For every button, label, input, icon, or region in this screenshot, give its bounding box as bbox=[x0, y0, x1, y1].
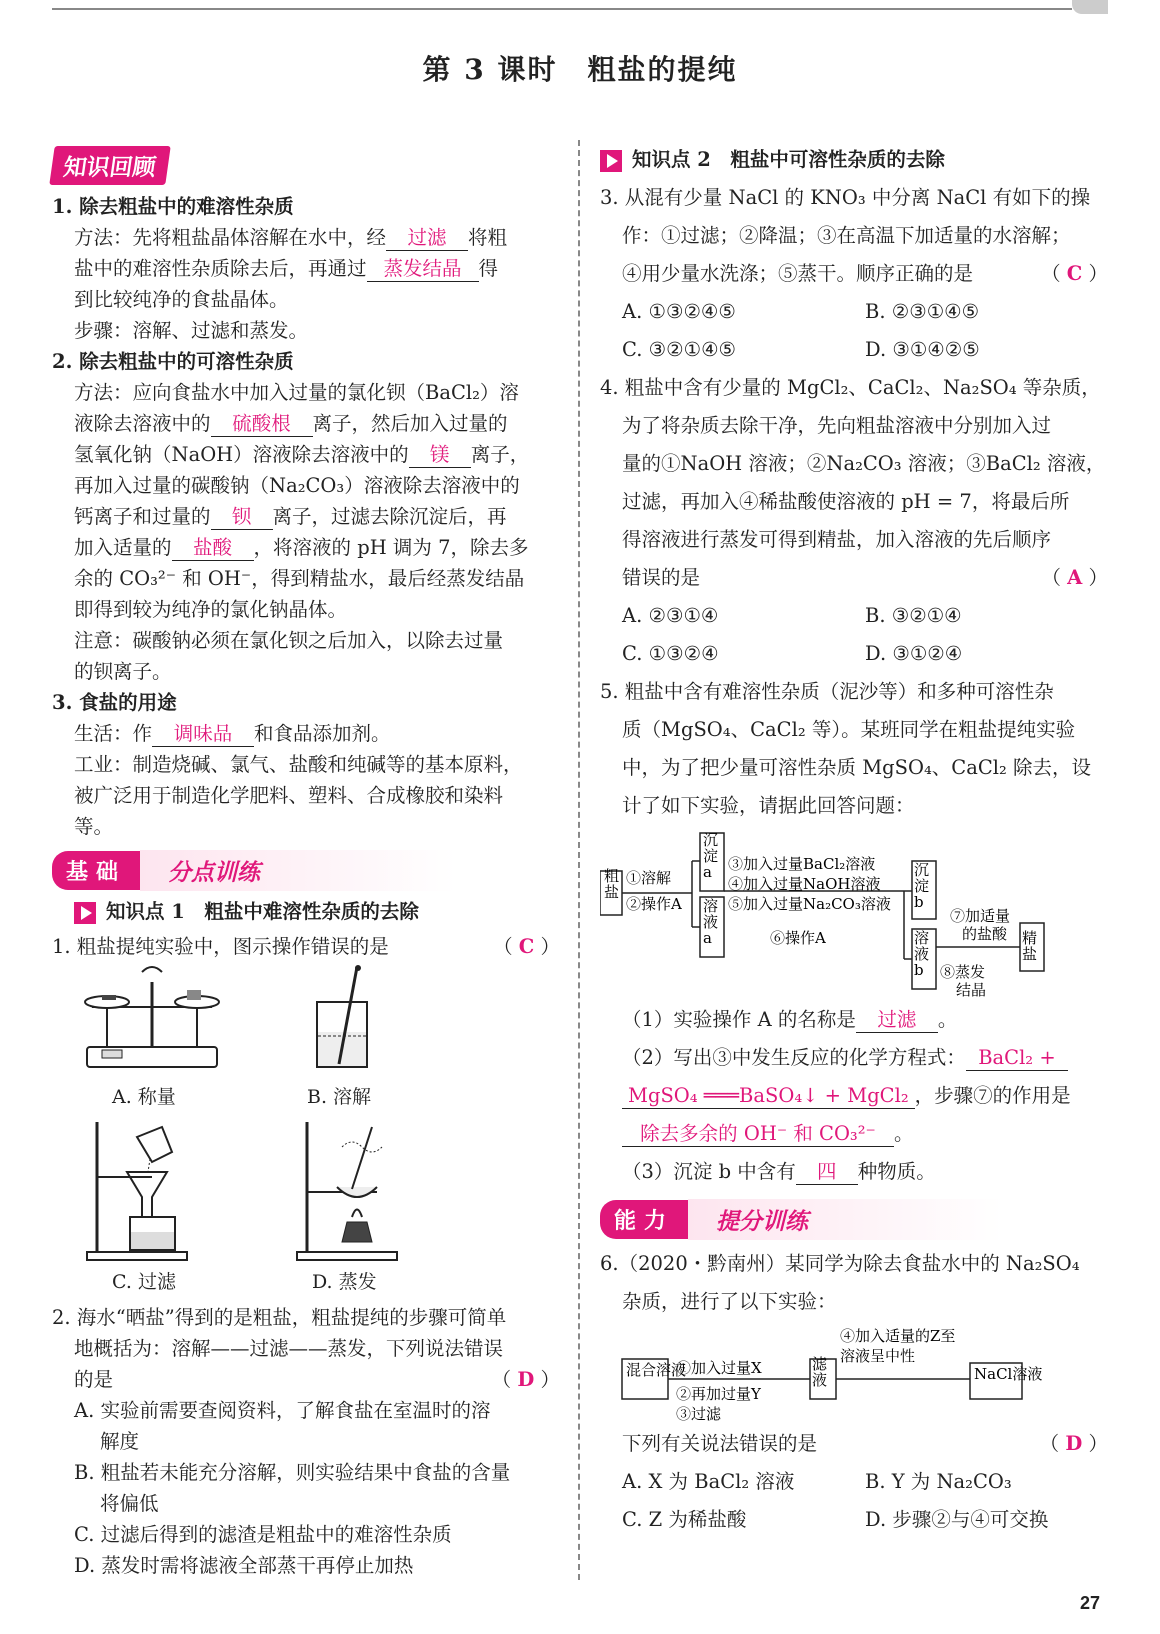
flow-label: ⑤加入过量Na₂CO₃溶液 bbox=[728, 895, 891, 913]
question-5-2: （2）写出③中发生反应的化学方程式： BaCl₂ + bbox=[600, 1039, 1108, 1077]
answer-choice: C bbox=[1066, 262, 1083, 285]
flow-label: 溶液 a bbox=[703, 897, 719, 947]
option-d: D. ③①②④ bbox=[865, 642, 963, 665]
question-5-2: MgSO₄ ═══BaSO₄↓ + MgCl₂ ，步骤⑦的作用是 bbox=[600, 1077, 1108, 1115]
flow-label: ②操作A bbox=[626, 895, 682, 913]
question-3-options bbox=[600, 293, 1108, 369]
question-4-options bbox=[600, 597, 1108, 673]
section-banner-basic bbox=[52, 850, 560, 890]
review-2-line: 余的 CO₃²⁻ 和 OH⁻，得到精盐水，最后经蒸发结晶 bbox=[74, 567, 525, 590]
question-5: 中，为了把少量可溶性杂质 MgSO₄、CaCl₂ 除去，设 bbox=[622, 756, 1092, 779]
banner-label: 基础 bbox=[52, 851, 140, 890]
flow-label: ④加入过量NaOH溶液 bbox=[728, 875, 881, 893]
answer-blank: 过滤 bbox=[856, 1008, 938, 1033]
answer-choice: C bbox=[518, 935, 535, 958]
answer-blank: 蒸发结晶 bbox=[367, 257, 479, 282]
flow-label: 沉淀 b bbox=[914, 861, 930, 911]
section-banner-ability bbox=[600, 1199, 1108, 1239]
beaker-stirring-icon bbox=[307, 962, 387, 1082]
flow-label: ②再加过量Y bbox=[676, 1385, 761, 1403]
experiment-flowchart bbox=[620, 1325, 1060, 1425]
question-2: 地概括为：溶解——过滤——蒸发，下列说法错误 bbox=[74, 1337, 504, 1360]
question-5-3: （3）沉淀 b 中含有 四 种物质。 bbox=[622, 1160, 936, 1183]
question-5: 质（MgSO₄、CaCl₂ 等）。某班同学在粗盐提纯实验 bbox=[622, 718, 1076, 741]
answer-blank: 硫酸根 bbox=[211, 412, 313, 437]
review-2-line: 即得到较为纯净的氯化钠晶体。 bbox=[74, 598, 348, 621]
question-2: 的是 （ D ） bbox=[74, 1368, 560, 1391]
banner-text: 分点训练 bbox=[140, 850, 456, 891]
question-5: 计了如下实验，请据此回答问题： bbox=[622, 794, 915, 817]
knowledge-point-2: 知识点 2 粗盐中可溶性杂质的去除 bbox=[600, 144, 1108, 175]
review-2-line: 方法：应向食盐水中加入过量的氯化钡（BaCl₂）溶 bbox=[74, 381, 519, 404]
option-a: 解度 bbox=[100, 1430, 140, 1453]
option-a: A. X 为 BaCl₂ 溶液 bbox=[622, 1470, 795, 1493]
review-2-line: 钙离子和过量的 钡 离子，过滤去除沉淀后，再 bbox=[74, 505, 507, 528]
flow-label: 精盐 bbox=[1022, 929, 1038, 963]
flow-label: NaCl溶液 bbox=[974, 1365, 1043, 1383]
answer-choice: A bbox=[1067, 566, 1083, 589]
review-2-line: 的钡离子。 bbox=[74, 660, 172, 683]
flow-label: 的盐酸 bbox=[962, 925, 1008, 943]
option-a: A. ②③①④ bbox=[622, 604, 719, 627]
review-2-line: 氢氧化钠（NaOH）溶液除去溶液中的 镁 离子， bbox=[74, 443, 530, 466]
question-4: 为了将杂质去除干净，先向粗盐溶液中分别加入过 bbox=[622, 414, 1052, 437]
flow-label: ⑧蒸发 bbox=[940, 963, 986, 981]
option-a: A. ①③②④⑤ bbox=[622, 300, 736, 323]
question-4: 4. 粗盐中含有少量的 MgCl₂、CaCl₂、Na₂SO₄ 等杂质， bbox=[600, 376, 1101, 399]
figure-caption: A. 称量 bbox=[112, 1086, 176, 1108]
review-2-line: 注意：碳酸钠必须在氯化钡之后加入，以除去过量 bbox=[74, 629, 504, 652]
question-4: 得溶液进行蒸发可得到精盐，加入溶液的先后顺序 bbox=[622, 528, 1052, 551]
header-corner-decoration bbox=[1072, 0, 1108, 14]
review-1-line: 方法：先将粗盐晶体溶解在水中，经 过滤 将粗 bbox=[74, 226, 508, 249]
option-b: B. Y 为 Na₂CO₃ bbox=[865, 1470, 1012, 1493]
question-6: 杂质，进行了以下实验： bbox=[622, 1290, 837, 1313]
option-c: C. ①③②④ bbox=[622, 642, 719, 665]
flow-label: ⑦加适量 bbox=[950, 907, 1011, 925]
question-6: 6.（2020・黔南州）某同学为除去食盐水中的 Na₂SO₄ bbox=[600, 1252, 1080, 1275]
option-d: D. 蒸发时需将滤液全部蒸干再停止加热 bbox=[74, 1554, 414, 1577]
option-a: A. 实验前需要查阅资料，了解食盐在室温时的溶 bbox=[74, 1399, 491, 1422]
option-b: B. 粗盐若未能充分溶解，则实验结果中食盐的含量 bbox=[74, 1461, 511, 1484]
right-column bbox=[600, 140, 1108, 1539]
figure-caption: B. 溶解 bbox=[307, 1086, 372, 1108]
question-6: 下列有关说法错误的是 （ D ） bbox=[622, 1432, 1108, 1455]
flow-label: 溶液 b bbox=[914, 929, 930, 979]
question-5-1: （1）实验操作 A 的名称是 过滤 。 bbox=[622, 1008, 958, 1031]
review-3-heading: 3. 食盐的用途 bbox=[52, 691, 177, 714]
answer-blank: 镁 bbox=[409, 443, 471, 468]
option-b: B. ②③①④⑤ bbox=[865, 300, 980, 323]
banner-label: 能力 bbox=[600, 1200, 688, 1239]
review-3-line: 工业：制造烧碱、氯气、盐酸和纯碱等的基本原料， bbox=[74, 753, 523, 776]
question-3: ④用少量水洗涤；⑤蒸干。顺序正确的是 （ C ） bbox=[622, 262, 1108, 285]
review-1-line: 盐中的难溶性杂质除去后，再通过 蒸发结晶 得 bbox=[74, 257, 499, 280]
answer-blank: 过滤 bbox=[386, 226, 468, 251]
review-1-line: 到比较纯净的食盐晶体。 bbox=[74, 288, 289, 311]
answer-blank: 钡 bbox=[211, 505, 273, 530]
flow-label: ④加入适量的Z至 bbox=[840, 1327, 956, 1345]
flow-label: 粗盐 bbox=[604, 867, 620, 901]
question-1: 1. 粗盐提纯实验中，图示操作错误的是 （ C ） bbox=[52, 935, 560, 958]
option-b: 将偏低 bbox=[100, 1492, 159, 1515]
answer-blank: 四 bbox=[796, 1160, 858, 1185]
flow-label: 混合溶液 bbox=[626, 1361, 687, 1379]
question-2: 2. 海水“晒盐”得到的是粗盐，粗盐提纯的步骤可简单 bbox=[52, 1306, 507, 1329]
purification-flowchart bbox=[600, 831, 1060, 1001]
question-5-2: 除去多余的 OH⁻ 和 CO₃²⁻ 。 bbox=[600, 1115, 1108, 1153]
review-2-line: 加入适量的 盐酸 ，将溶液的 pH 调为 7，除去多 bbox=[74, 536, 529, 559]
flow-label: ③过滤 bbox=[676, 1405, 722, 1423]
review-1-heading: 1. 除去粗盐中的难溶性杂质 bbox=[52, 195, 294, 218]
review-2-line: 液除去溶液中的 硫酸根 离子，然后加入过量的 bbox=[74, 412, 508, 435]
question-3: 3. 从混有少量 NaCl 的 KNO₃ 中分离 NaCl 有如下的操 bbox=[600, 186, 1091, 209]
flow-label: 结晶 bbox=[956, 981, 987, 999]
page-title: 第 3 课时 粗盐的提纯 bbox=[422, 53, 738, 86]
option-b: B. ③②①④ bbox=[865, 604, 962, 627]
question-6-options bbox=[600, 1463, 1108, 1539]
question-4: 错误的是 （ A ） bbox=[622, 566, 1108, 589]
option-c: C. ③②①④⑤ bbox=[622, 338, 737, 361]
option-d: D. ③①④②⑤ bbox=[865, 338, 980, 361]
option-c: C. Z 为稀盐酸 bbox=[622, 1508, 747, 1531]
flow-label: ⑥操作A bbox=[770, 929, 826, 947]
answer-blank: MgSO₄ ═══BaSO₄↓ + MgCl₂ bbox=[622, 1084, 915, 1109]
flow-label: 溶液呈中性 bbox=[840, 1347, 916, 1365]
header-rule bbox=[52, 8, 1072, 10]
balance-icon bbox=[72, 962, 232, 1082]
answer-blank: BaCl₂ + bbox=[966, 1046, 1068, 1071]
flow-label: ①溶解 bbox=[626, 869, 672, 887]
play-triangle-icon bbox=[74, 902, 96, 924]
answer-blank: 调味品 bbox=[152, 722, 254, 747]
review-1-line: 步骤：溶解、过滤和蒸发。 bbox=[74, 319, 309, 342]
review-3-line: 生活：作 调味品 和食品添加剂。 bbox=[74, 722, 391, 745]
page-number: 27 bbox=[1079, 1593, 1100, 1613]
review-tag: 知识回顾 bbox=[49, 146, 170, 185]
question-5: 5. 粗盐中含有难溶性杂质（泥沙等）和多种可溶性杂 bbox=[600, 680, 1054, 703]
review-2-heading: 2. 除去粗盐中的可溶性杂质 bbox=[52, 350, 294, 373]
answer-blank: 除去多余的 OH⁻ 和 CO₃²⁻ bbox=[622, 1122, 894, 1147]
figure-caption: D. 蒸发 bbox=[312, 1271, 377, 1293]
option-d: D. 步骤②与④可交换 bbox=[865, 1508, 1049, 1531]
review-3-line: 等。 bbox=[74, 815, 114, 838]
question-1-figures bbox=[52, 962, 560, 1302]
answer-choice: D bbox=[517, 1368, 535, 1391]
evaporation-icon bbox=[292, 1117, 412, 1262]
question-4: 过滤，再加入④稀盐酸使溶液的 pH = 7，将最后所 bbox=[622, 490, 1070, 513]
review-2-line: 再加入过量的碳酸钠（Na₂CO₃）溶液除去溶液中的 bbox=[74, 474, 520, 497]
play-triangle-icon bbox=[600, 150, 622, 172]
flow-label: ①加入过量X bbox=[676, 1359, 762, 1377]
flow-label: ③加入过量BaCl₂溶液 bbox=[728, 855, 876, 873]
flow-label: 沉淀 a bbox=[703, 831, 719, 881]
knowledge-point-1: 知识点 1 粗盐中难溶性杂质的去除 bbox=[52, 896, 560, 927]
flow-label: 滤液 bbox=[812, 1355, 828, 1389]
banner-text: 提分训练 bbox=[688, 1199, 1004, 1240]
option-c: C. 过滤后得到的滤渣是粗盐中的难溶性杂质 bbox=[74, 1523, 452, 1546]
review-3-line: 被广泛用于制造化学肥料、塑料、合成橡胶和染料 bbox=[74, 784, 504, 807]
filtration-icon bbox=[82, 1117, 212, 1262]
answer-blank: 盐酸 bbox=[172, 536, 254, 561]
column-divider bbox=[578, 140, 580, 1580]
answer-choice: D bbox=[1065, 1432, 1083, 1455]
left-column bbox=[52, 140, 560, 1581]
figure-caption: C. 过滤 bbox=[112, 1271, 176, 1293]
question-4: 量的①NaOH 溶液；②Na₂CO₃ 溶液；③BaCl₂ 溶液， bbox=[622, 452, 1106, 475]
question-3: 作：①过滤；②降温；③在高温下加适量的水溶解； bbox=[622, 224, 1071, 247]
